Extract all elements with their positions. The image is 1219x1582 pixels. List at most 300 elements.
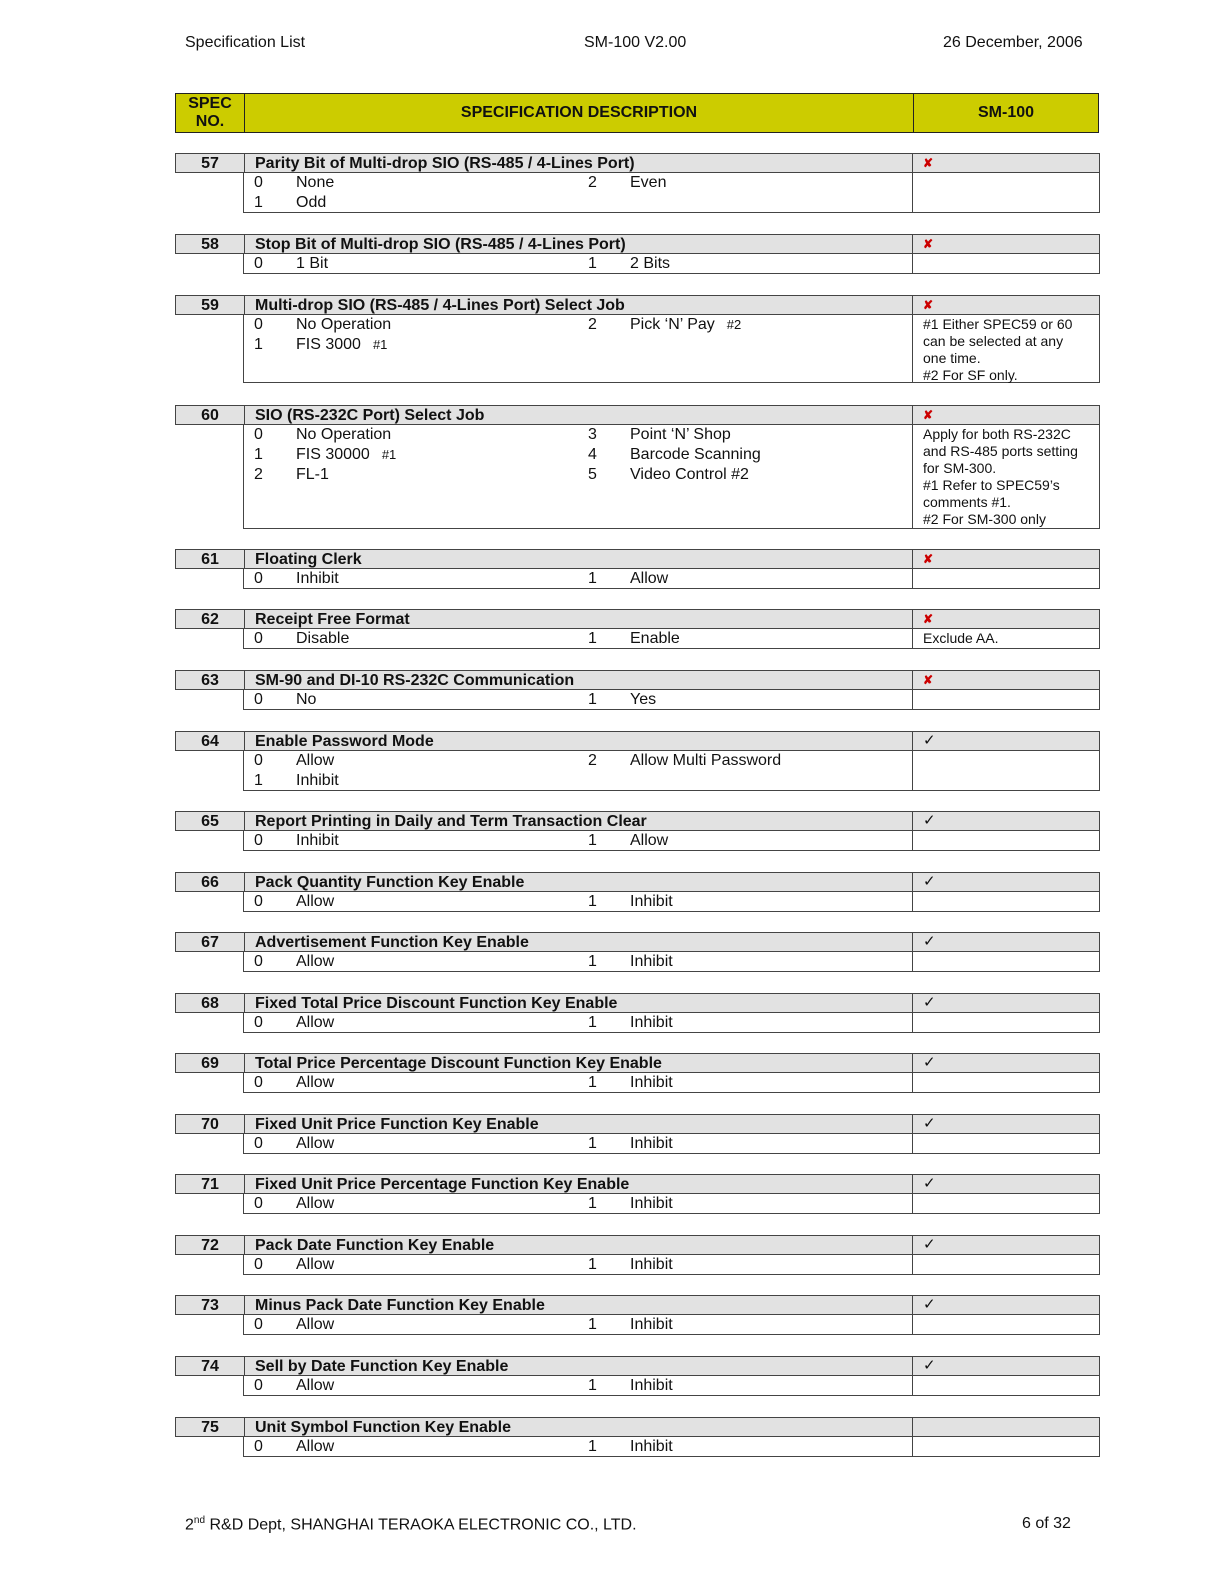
option-value: 0 xyxy=(254,255,263,272)
option-label: Inhibit xyxy=(630,1377,673,1394)
note-line: #1 Either SPEC59 or 60 can be selected at any one time. xyxy=(923,316,1073,366)
option-value: 1 xyxy=(588,1377,597,1394)
option-item xyxy=(588,1013,673,1033)
spec-notes xyxy=(913,254,1099,273)
spec-row xyxy=(175,1295,1100,1335)
option-item xyxy=(588,425,731,445)
option-item xyxy=(254,1437,334,1457)
support-mark: ✓ xyxy=(923,1236,936,1253)
spec-options xyxy=(244,831,913,850)
option-value: 0 xyxy=(254,1195,263,1212)
spec-header-row xyxy=(175,295,1100,315)
option-label: Inhibit xyxy=(630,1316,673,1333)
spec-title: Pack Date Function Key Enable xyxy=(245,1236,913,1254)
support-mark: ✘ xyxy=(923,408,934,422)
spec-header-row xyxy=(175,609,1100,629)
option-label: Inhibit xyxy=(296,772,339,789)
spec-options xyxy=(244,315,913,382)
support-mark: ✘ xyxy=(923,612,934,626)
spec-row xyxy=(175,811,1100,851)
spec-row xyxy=(175,993,1100,1033)
support-mark: ✓ xyxy=(923,1175,936,1192)
spec-options xyxy=(244,1194,913,1213)
check-icon xyxy=(913,1236,1099,1254)
option-tag: #2 xyxy=(726,317,742,332)
spec-notes xyxy=(913,1073,1099,1092)
spec-notes xyxy=(913,952,1099,971)
spec-header-row xyxy=(175,670,1100,690)
option-label: 2 Bits xyxy=(630,255,671,272)
check-icon xyxy=(913,1296,1099,1314)
option-item xyxy=(254,193,326,213)
spec-body xyxy=(243,1376,1100,1396)
spec-body xyxy=(243,315,1100,383)
option-value: 0 xyxy=(254,752,263,769)
spec-options xyxy=(244,952,913,971)
spec-body xyxy=(243,173,1100,213)
option-item xyxy=(588,445,761,465)
option-value: 3 xyxy=(588,426,597,443)
option-label: FL-1 xyxy=(296,466,329,483)
spec-title: Stop Bit of Multi-drop SIO (RS-485 / 4-Lines Port) xyxy=(245,235,913,253)
spec-options xyxy=(244,1376,913,1395)
spec-header-row xyxy=(175,731,1100,751)
option-value: 1 xyxy=(254,772,263,789)
option-label: Inhibit xyxy=(630,1074,673,1091)
option-label: Allow xyxy=(630,832,669,849)
spec-body xyxy=(243,1255,1100,1275)
option-value: 1 xyxy=(588,570,597,587)
option-value: 0 xyxy=(254,832,263,849)
option-value: 4 xyxy=(588,446,597,463)
spec-notes xyxy=(913,629,1099,648)
option-item xyxy=(254,335,387,355)
support-mark: ✓ xyxy=(923,994,936,1011)
option-item xyxy=(254,254,328,274)
option-label: Allow xyxy=(296,1256,335,1273)
spec-header-row xyxy=(175,153,1100,173)
check-icon xyxy=(913,1357,1099,1375)
spec-body xyxy=(243,254,1100,274)
option-value: 0 xyxy=(254,570,263,587)
spec-options xyxy=(244,173,913,212)
spec-row xyxy=(175,1053,1100,1093)
spec-options xyxy=(244,690,913,709)
option-item xyxy=(588,1437,673,1457)
spec-body xyxy=(243,1073,1100,1093)
spec-number: 61 xyxy=(176,550,245,568)
option-label: Inhibit xyxy=(630,953,673,970)
option-item xyxy=(254,569,339,589)
spec-options xyxy=(244,1437,913,1456)
spec-body xyxy=(243,831,1100,851)
check-icon xyxy=(913,1175,1099,1193)
option-value: 2 xyxy=(588,316,597,333)
option-item xyxy=(588,1315,673,1335)
spec-number: 67 xyxy=(176,933,245,951)
option-label: FIS 30000 xyxy=(296,446,370,463)
option-label: Allow Multi Password xyxy=(630,752,782,769)
option-item xyxy=(588,1194,673,1214)
spec-header-row xyxy=(175,1417,1100,1437)
check-icon xyxy=(913,812,1099,830)
spec-row xyxy=(175,234,1100,274)
spec-number: 60 xyxy=(176,406,245,424)
spec-notes xyxy=(913,1315,1099,1334)
spec-title: Pack Quantity Function Key Enable xyxy=(245,873,913,891)
option-item xyxy=(254,831,339,851)
option-item xyxy=(588,1376,673,1396)
spec-row xyxy=(175,872,1100,912)
spec-row xyxy=(175,549,1100,589)
option-value: 1 xyxy=(588,953,597,970)
check-icon xyxy=(913,1054,1099,1072)
option-item xyxy=(254,465,329,485)
option-value: 1 xyxy=(254,194,263,211)
option-value: 1 xyxy=(588,1195,597,1212)
option-item xyxy=(254,1376,334,1396)
spec-header-row xyxy=(175,1235,1100,1255)
table-header xyxy=(175,93,1099,133)
spec-body xyxy=(243,629,1100,649)
option-label: Odd xyxy=(296,194,327,211)
spec-header-row xyxy=(175,234,1100,254)
header-right: 26 December, 2006 xyxy=(943,34,1083,51)
spec-options xyxy=(244,751,913,790)
spec-row xyxy=(175,670,1100,710)
option-value: 0 xyxy=(254,1135,263,1152)
spec-options xyxy=(244,629,913,648)
spec-row xyxy=(175,1356,1100,1396)
option-label: Allow xyxy=(296,1195,335,1212)
option-item xyxy=(254,445,396,465)
option-label: No Operation xyxy=(296,316,392,333)
spec-row xyxy=(175,609,1100,649)
option-item xyxy=(588,315,741,335)
option-item xyxy=(254,952,334,972)
spec-header-row xyxy=(175,1295,1100,1315)
spec-title: Receipt Free Format xyxy=(245,610,913,628)
option-value: 0 xyxy=(254,1377,263,1394)
option-label: Allow xyxy=(630,570,669,587)
spec-title: Enable Password Mode xyxy=(245,732,913,750)
spec-options xyxy=(244,1073,913,1092)
option-item xyxy=(254,425,391,445)
spec-row xyxy=(175,153,1100,213)
spec-body xyxy=(243,751,1100,791)
spec-body xyxy=(243,1013,1100,1033)
spec-number: 66 xyxy=(176,873,245,891)
option-label: FIS 3000 xyxy=(296,336,361,353)
option-label: Inhibit xyxy=(630,893,673,910)
support-mark: ✓ xyxy=(923,732,936,749)
spec-header-row xyxy=(175,872,1100,892)
option-item xyxy=(254,1194,334,1214)
spec-title: Advertisement Function Key Enable xyxy=(245,933,913,951)
option-label: Pick ‘N’ Pay xyxy=(630,316,715,333)
note-line: Exclude AA. xyxy=(923,630,999,646)
option-label: Barcode Scanning xyxy=(630,446,761,463)
spec-number: 62 xyxy=(176,610,245,628)
option-value: 1 xyxy=(588,1438,597,1455)
option-value: 1 xyxy=(588,1256,597,1273)
option-item xyxy=(254,771,339,791)
option-item xyxy=(588,690,656,710)
option-value: 0 xyxy=(254,953,263,970)
spec-number: 65 xyxy=(176,812,245,830)
spec-title: Fixed Unit Price Percentage Function Key Enable xyxy=(245,1175,913,1193)
spec-title: Floating Clerk xyxy=(245,550,913,568)
option-label: Inhibit xyxy=(630,1438,673,1455)
spec-row xyxy=(175,1174,1100,1214)
spec-no-header: SPEC NO. xyxy=(176,94,245,132)
option-label: Video Control #2 xyxy=(630,466,749,483)
spec-options xyxy=(244,254,913,273)
spec-number: 63 xyxy=(176,671,245,689)
note-line: #1 Refer to SPEC59’s comments #1. xyxy=(923,477,1060,510)
spec-title: Minus Pack Date Function Key Enable xyxy=(245,1296,913,1314)
option-label: Inhibit xyxy=(630,1256,673,1273)
spec-title: SIO (RS-232C Port) Select Job xyxy=(245,406,913,424)
support-mark: ✓ xyxy=(923,812,936,829)
option-value: 0 xyxy=(254,1014,263,1031)
cross-icon xyxy=(913,550,1099,568)
spec-notes xyxy=(913,315,1099,382)
support-mark: ✓ xyxy=(923,1357,936,1374)
spec-title: Total Price Percentage Discount Function Key Enable xyxy=(245,1054,913,1072)
option-item xyxy=(254,1013,334,1033)
option-item xyxy=(588,831,668,851)
spec-title: SM-90 and DI-10 RS-232C Communication xyxy=(245,671,913,689)
spec-options xyxy=(244,1013,913,1032)
option-label: Inhibit xyxy=(630,1195,673,1212)
option-label: Disable xyxy=(296,630,350,647)
spec-title: Report Printing in Daily and Term Transaction Clear xyxy=(245,812,913,830)
option-label: Allow xyxy=(296,1014,335,1031)
support-mark: ✓ xyxy=(923,1054,936,1071)
spec-number: 59 xyxy=(176,296,245,314)
option-item xyxy=(254,173,334,193)
option-value: 2 xyxy=(588,752,597,769)
option-label: Inhibit xyxy=(630,1135,673,1152)
support-mark: ✘ xyxy=(923,237,934,251)
spec-title: Sell by Date Function Key Enable xyxy=(245,1357,913,1375)
option-value: 1 xyxy=(588,255,597,272)
spec-number: 70 xyxy=(176,1115,245,1133)
spec-notes xyxy=(913,1134,1099,1153)
spec-notes xyxy=(913,690,1099,709)
option-item xyxy=(588,1255,673,1275)
option-item xyxy=(588,254,670,274)
spec-number: 64 xyxy=(176,732,245,750)
cross-icon xyxy=(913,235,1099,253)
footer-page: 6 of 32 xyxy=(1022,1515,1071,1532)
option-label: Allow xyxy=(296,1377,335,1394)
spec-notes xyxy=(913,892,1099,911)
note-line: #2 For SF only. xyxy=(923,367,1018,383)
spec-notes xyxy=(913,1013,1099,1032)
spec-number: 75 xyxy=(176,1418,245,1436)
option-value: 1 xyxy=(254,446,263,463)
option-item xyxy=(588,569,668,589)
option-value: 2 xyxy=(254,466,263,483)
check-icon xyxy=(913,1115,1099,1133)
footer-ordinal-sup: nd xyxy=(193,1515,206,1526)
option-label: No Operation xyxy=(296,426,392,443)
spec-options xyxy=(244,569,913,588)
support-mark: ✘ xyxy=(923,156,934,170)
option-label: Allow xyxy=(296,1438,335,1455)
spec-body xyxy=(243,425,1100,529)
spec-number: 71 xyxy=(176,1175,245,1193)
spec-body xyxy=(243,1194,1100,1214)
spec-title: Fixed Total Price Discount Function Key Enable xyxy=(245,994,913,1012)
spec-header-row xyxy=(175,1053,1100,1073)
cross-icon xyxy=(913,296,1099,314)
option-value: 1 xyxy=(588,893,597,910)
option-item xyxy=(588,465,749,485)
spec-title: Multi-drop SIO (RS-485 / 4-Lines Port) Select Job xyxy=(245,296,913,314)
option-value: 0 xyxy=(254,316,263,333)
option-label: Allow xyxy=(296,752,335,769)
spec-number: 74 xyxy=(176,1357,245,1375)
spec-number: 69 xyxy=(176,1054,245,1072)
option-item xyxy=(254,629,349,649)
option-label: Enable xyxy=(630,630,680,647)
support-mark: ✓ xyxy=(923,1115,936,1132)
spec-header-row xyxy=(175,405,1100,425)
spec-header-row xyxy=(175,811,1100,831)
option-value: 1 xyxy=(254,336,263,353)
spec-title: Parity Bit of Multi-drop SIO (RS-485 / 4-Lines Port) xyxy=(245,154,913,172)
option-item xyxy=(588,952,673,972)
option-item xyxy=(588,173,666,193)
option-label: Even xyxy=(630,174,667,191)
option-item xyxy=(254,315,391,335)
spec-number: 58 xyxy=(176,235,245,253)
support-mark: ✓ xyxy=(923,873,936,890)
option-label: Allow xyxy=(296,1135,335,1152)
option-value: 1 xyxy=(588,1135,597,1152)
spec-body xyxy=(243,892,1100,912)
support-mark: ✓ xyxy=(923,933,936,950)
spec-body xyxy=(243,952,1100,972)
option-label: 1 Bit xyxy=(296,255,329,272)
spec-notes xyxy=(913,1194,1099,1213)
option-label: Allow xyxy=(296,1316,335,1333)
option-value: 0 xyxy=(254,426,263,443)
spec-row xyxy=(175,405,1100,529)
spec-body xyxy=(243,1134,1100,1154)
option-tag: #1 xyxy=(372,337,388,352)
spec-row xyxy=(175,1114,1100,1154)
footer-ordinal: 2 xyxy=(185,1516,194,1534)
empty-mark xyxy=(913,1418,1099,1436)
option-value: 0 xyxy=(254,1256,263,1273)
spec-options xyxy=(244,1134,913,1153)
spec-body xyxy=(243,569,1100,589)
cross-icon xyxy=(913,671,1099,689)
note-line: Apply for both RS-232C and RS-485 ports setting for SM-300. xyxy=(923,426,1078,476)
footer-dept: R&D Dept, SHANGHAI TERAOKA ELECTRONIC CO., LTD. xyxy=(205,1516,637,1534)
header-left: Specification List xyxy=(185,34,306,51)
spec-title: Fixed Unit Price Function Key Enable xyxy=(245,1115,913,1133)
spec-number: 72 xyxy=(176,1236,245,1254)
option-tag: #1 xyxy=(381,447,397,462)
spec-header-row xyxy=(175,1356,1100,1376)
spec-options xyxy=(244,425,913,528)
spec-header-row xyxy=(175,1114,1100,1134)
option-item xyxy=(254,1255,334,1275)
option-value: 2 xyxy=(588,174,597,191)
support-mark: ✘ xyxy=(923,552,934,566)
spec-options xyxy=(244,1315,913,1334)
option-value: 0 xyxy=(254,174,263,191)
spec-title: Unit Symbol Function Key Enable xyxy=(245,1418,913,1436)
option-item xyxy=(254,1134,334,1154)
check-icon xyxy=(913,873,1099,891)
option-label: Inhibit xyxy=(296,832,339,849)
check-icon xyxy=(913,732,1099,750)
option-value: 0 xyxy=(254,1074,263,1091)
support-mark: ✘ xyxy=(923,298,934,312)
spec-notes xyxy=(913,569,1099,588)
option-value: 5 xyxy=(588,466,597,483)
spec-body xyxy=(243,1315,1100,1335)
option-item xyxy=(254,892,334,912)
spec-number: 68 xyxy=(176,994,245,1012)
option-item xyxy=(254,1315,334,1335)
cross-icon xyxy=(913,406,1099,424)
option-item xyxy=(254,1073,334,1093)
spec-options xyxy=(244,1255,913,1274)
option-label: No xyxy=(296,691,317,708)
check-icon xyxy=(913,933,1099,951)
header-center: SM-100 V2.00 xyxy=(584,34,687,51)
option-item xyxy=(588,1073,673,1093)
spec-notes xyxy=(913,425,1099,528)
check-icon xyxy=(913,994,1099,1012)
spec-row xyxy=(175,731,1100,791)
footer-left xyxy=(185,1515,637,1534)
option-value: 0 xyxy=(254,630,263,647)
option-item xyxy=(588,629,680,649)
spec-notes xyxy=(913,1376,1099,1395)
option-value: 1 xyxy=(588,832,597,849)
option-label: Allow xyxy=(296,1074,335,1091)
spec-number: 73 xyxy=(176,1296,245,1314)
option-value: 1 xyxy=(588,1014,597,1031)
option-item xyxy=(254,751,334,771)
spec-header-row xyxy=(175,549,1100,569)
option-value: 1 xyxy=(588,691,597,708)
cross-icon xyxy=(913,154,1099,172)
spec-header-row xyxy=(175,932,1100,952)
option-value: 0 xyxy=(254,691,263,708)
description-header: SPECIFICATION DESCRIPTION xyxy=(245,94,914,132)
option-label: Allow xyxy=(296,893,335,910)
spec-options xyxy=(244,892,913,911)
option-label: Allow xyxy=(296,953,335,970)
option-value: 0 xyxy=(254,1438,263,1455)
option-value: 1 xyxy=(588,1316,597,1333)
cross-icon xyxy=(913,610,1099,628)
option-label: Point ‘N’ Shop xyxy=(630,426,731,443)
option-item xyxy=(588,751,781,771)
spec-row xyxy=(175,932,1100,972)
option-item xyxy=(254,690,316,710)
spec-body xyxy=(243,690,1100,710)
